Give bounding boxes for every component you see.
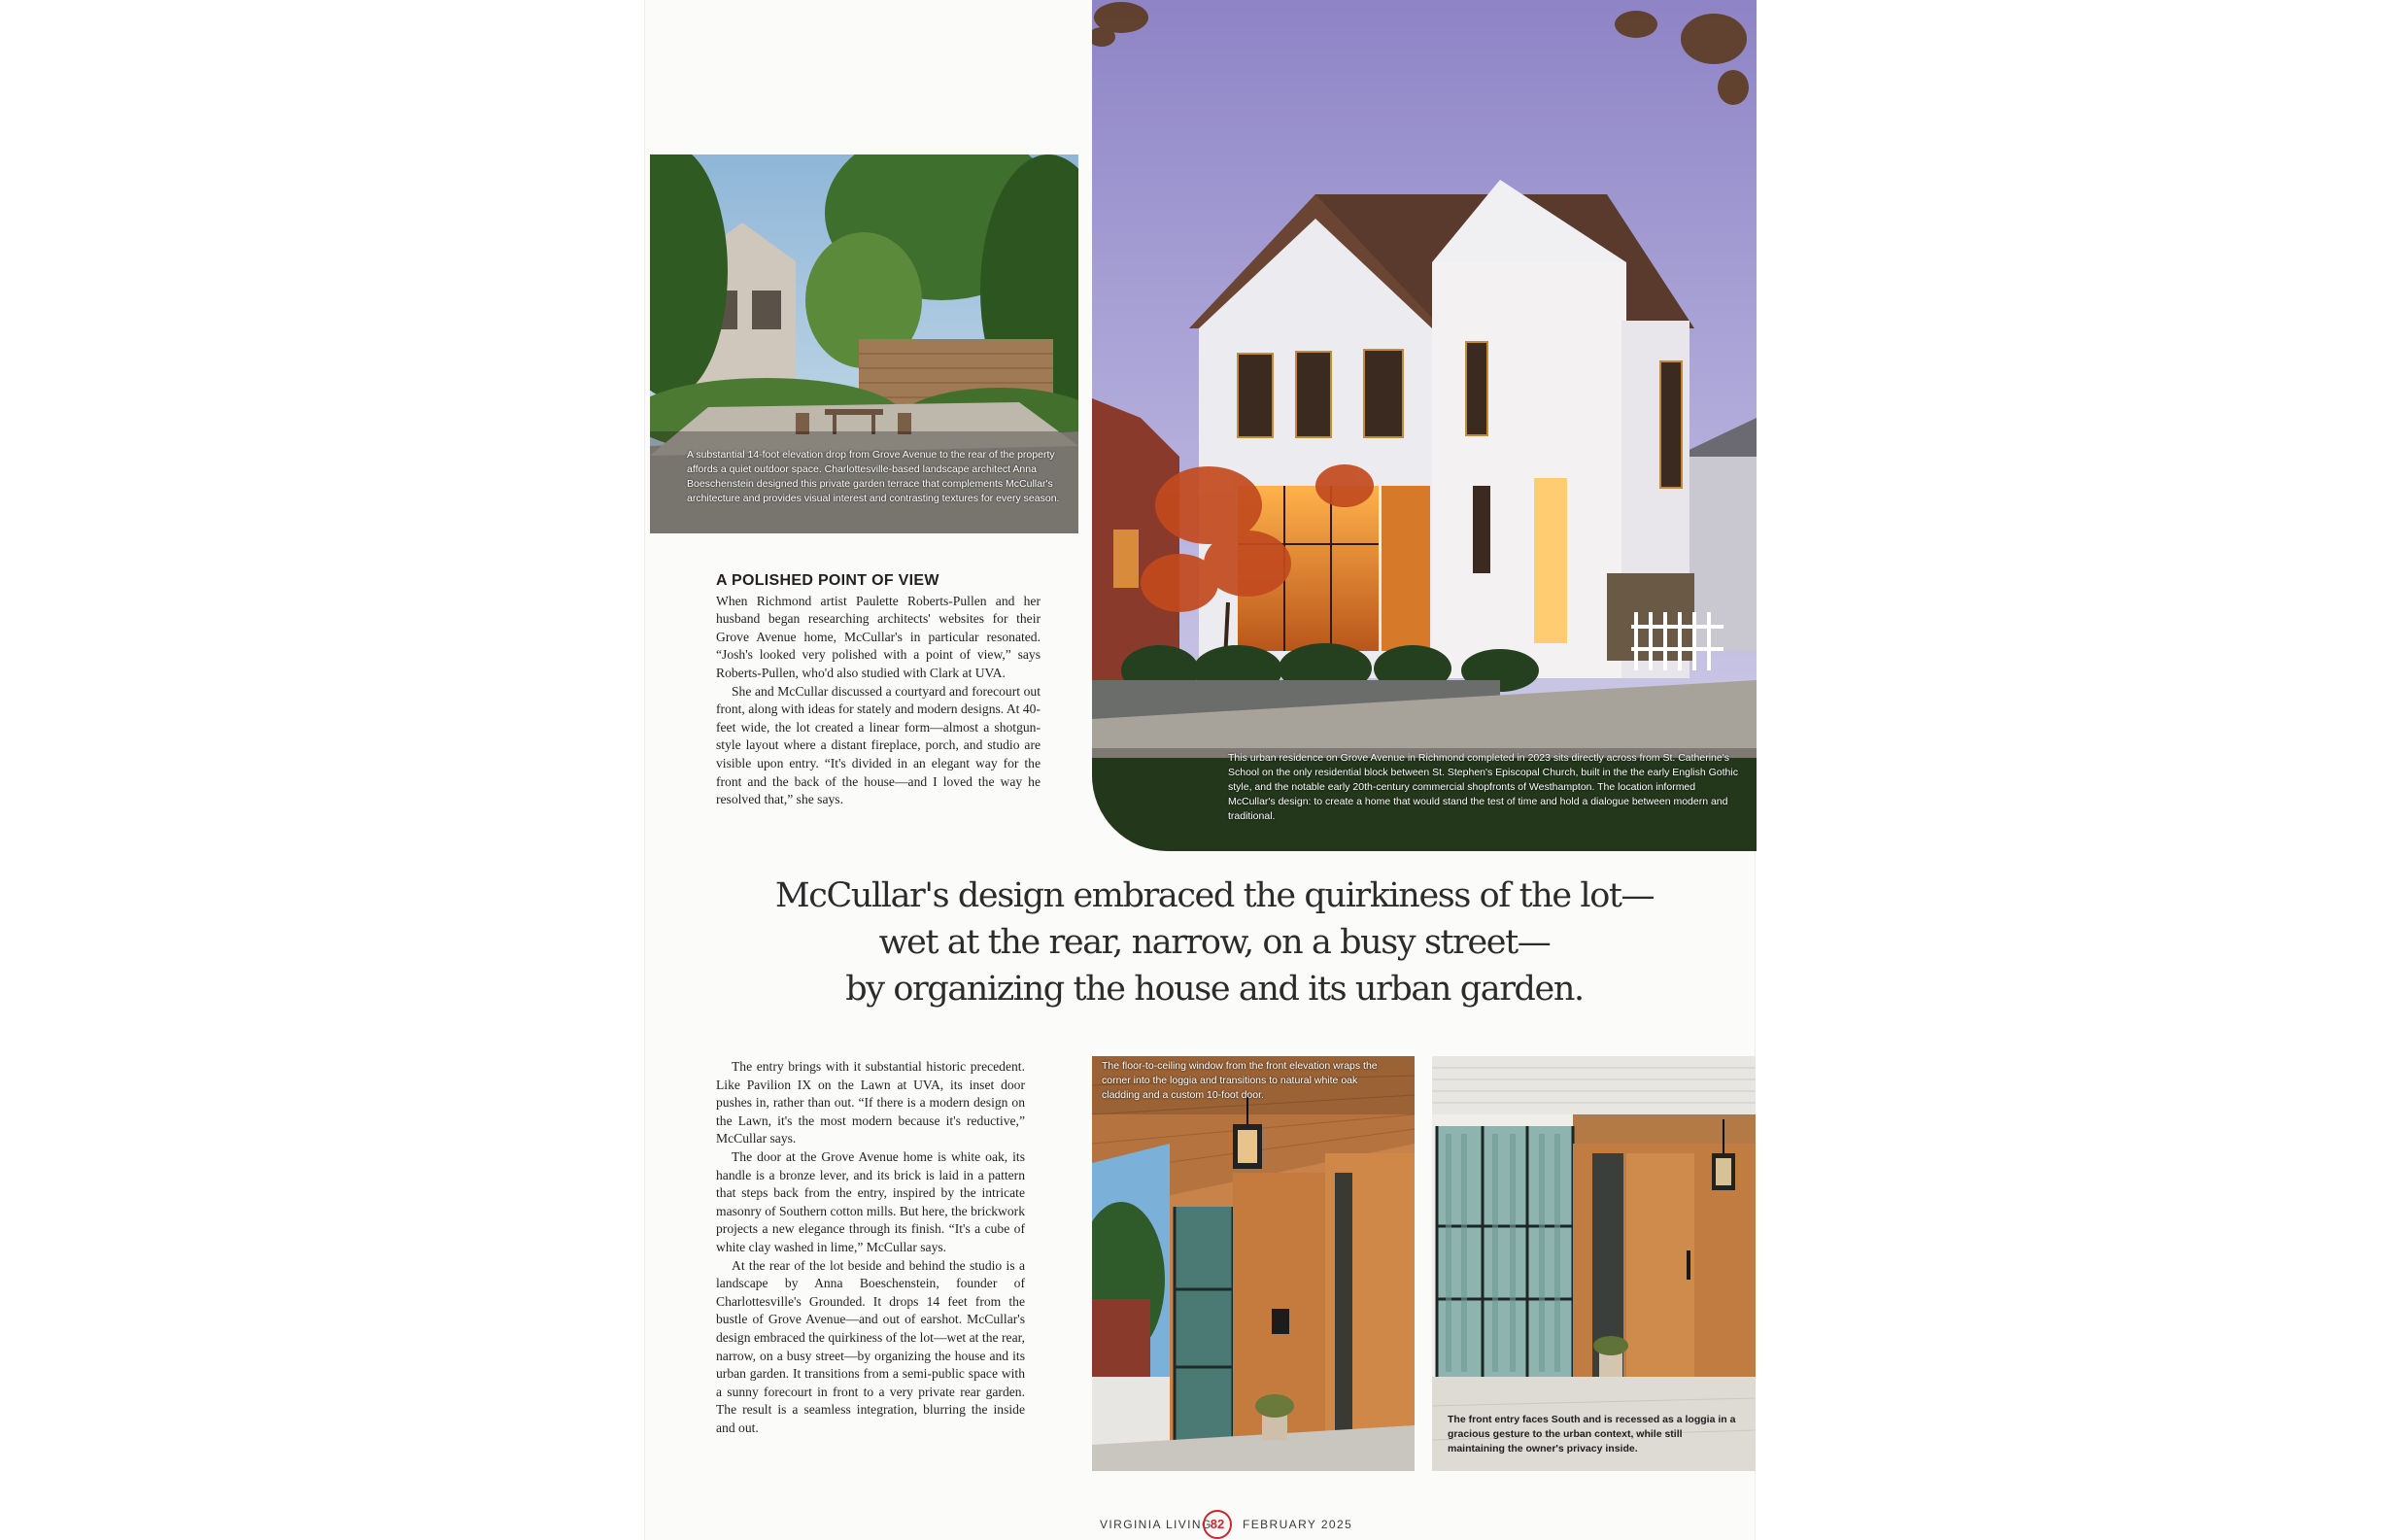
section-heading: A POLISHED POINT OF VIEW (716, 572, 939, 589)
lower-column (716, 1058, 1025, 1437)
garden-photo-caption: A substantial 14-foot elevation drop from Grove Avenue to the rear of the property affords a quiet outdoor space. Charlottesville-based landscape architect Anna Boeschenstein designed this private garden terrace that complements McCullar's architecture and provides visual interest and contrasting textures for every season. (687, 449, 1060, 504)
pull-quote-line-3: by organizing the house and its urban garden. (845, 970, 1584, 1009)
loggia-window-photo (1092, 1056, 1415, 1471)
pull-quote (738, 873, 1690, 1012)
lower-paragraph-1: The entry brings with it substantial historic precedent. Like Pavilion IX on the Lawn at UVA, its inset door pushes in, rather than out. “If there is a modern design on the Lawn, it's the most modern because it's reductive,” McCullar says. (716, 1059, 1025, 1146)
house-exterior-image (1092, 0, 1757, 851)
loggia-photo-caption: The floor-to-ceiling window from the front elevation wraps the corner into the loggia and transitions to natural white oak cladding and a custom 10-foot door. (1102, 1060, 1378, 1101)
garden-terrace-photo (650, 154, 1078, 533)
front-entry-image (1432, 1056, 1756, 1471)
section-paragraph-2: She and McCullar discussed a courtyard and forecourt out front, along with ideas for stately and modern designs. At 40-feet wide, the lot created a linear form—almost a shotgun-style layout where a distant fireplace, porch, and studio are visible upon entry. “It's divided in an elegant way for the front and the back of the house—and I loved the way he resolved that,” she says. (716, 683, 1041, 807)
issue-date: FEBRUARY 2025 (1243, 1518, 1353, 1531)
entry-photo-caption: The front entry faces South and is recessed as a loggia in a gracious gesture to the urban context, while still maintaining the owner's privacy inside. (1448, 1414, 1736, 1454)
front-entry-photo (1432, 1056, 1756, 1471)
loggia-window-image (1092, 1056, 1415, 1471)
section-paragraph-1: When Richmond artist Paulette Roberts-Pullen and her husband began researching architects' websites for their Grove Avenue home, McCullar's in particular resonated. “Josh's looked very polished with a point of view,” says Roberts-Pullen, who'd also studied with Clark at UVA. (716, 593, 1041, 680)
page-number-badge: 82 (1203, 1510, 1232, 1539)
polished-section (716, 572, 1041, 809)
lower-paragraph-3: At the rear of the lot beside and behind the studio is a landscape by Anna Boeschenstein, founder of Charlottesville's Grounded. It drops 14 feet from the bustle of Grove Avenue—and out of earshot. McCullar's design embraced the quirkiness of the lot—wet at the rear, narrow, on a busy street—by organizing the house and its urban garden. It transitions from a semi-public space with a sunny forecourt in front to a very private rear garden. The result is a seamless integration, blurring the inside and out. (716, 1257, 1025, 1435)
pull-quote-line-1: McCullar's design embraced the quirkiness of the lot— (774, 876, 1655, 915)
page-footer (1100, 1510, 1353, 1539)
publication-name: VIRGINIA LIVING (1100, 1518, 1212, 1531)
lower-paragraph-2: The door at the Grove Avenue home is white oak, its handle is a bronze lever, and its brick is laid in a pattern that steps back from the entry, inspired by the intricate masonry of Southern cotton mills. But here, the brickwork projects a new elegance through its finish. “It's a cube of white clay washed in lime,” McCullar says. (716, 1148, 1025, 1254)
house-photo-caption: This urban residence on Grove Avenue in Richmond completed in 2023 sits directly across from St. Catherine's School on the only residential block between St. Stephen's Episcopal Church, built in the the early English Gothic style, and the notable early 20th-century commercial shopfronts of Westhampton. The location informed McCullar's design: to create a home that would stand the test of time and hold a dialogue between modern and traditional. (1228, 752, 1738, 822)
pull-quote-line-2: wet at the rear, narrow, on a busy street— (878, 923, 1551, 962)
house-exterior-photo (1092, 0, 1757, 851)
